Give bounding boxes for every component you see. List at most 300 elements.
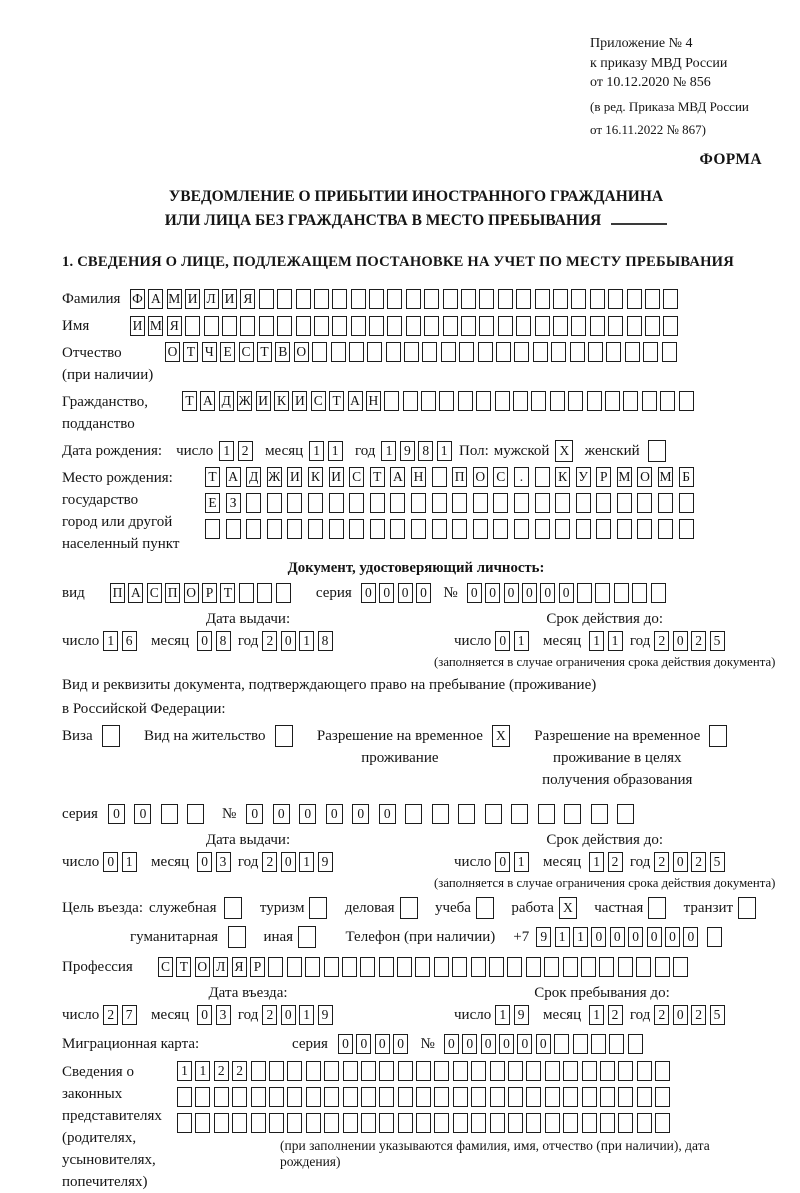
char-cell[interactable]	[535, 467, 550, 487]
char-cell[interactable]: 0	[495, 852, 510, 872]
char-cell[interactable]: Д	[219, 391, 234, 411]
char-cell[interactable]	[403, 391, 418, 411]
char-cell[interactable]	[296, 289, 311, 309]
char-cell[interactable]: 2	[654, 852, 669, 872]
char-cell[interactable]	[369, 289, 384, 309]
char-cell[interactable]	[324, 1113, 339, 1133]
char-cell[interactable]: 0	[481, 1034, 496, 1054]
char-cell[interactable]: 0	[197, 631, 212, 651]
char-cell[interactable]	[490, 1061, 505, 1081]
char-cell[interactable]: 0	[393, 1034, 408, 1054]
char-cell[interactable]	[452, 493, 467, 513]
char-cell[interactable]	[332, 289, 347, 309]
char-cell[interactable]	[453, 1113, 468, 1133]
char-cell[interactable]: 1	[437, 441, 452, 461]
char-cell[interactable]	[625, 342, 640, 362]
char-cell[interactable]: 2	[262, 631, 277, 651]
char-cell[interactable]: Р	[202, 583, 217, 603]
char-cell[interactable]	[195, 1087, 210, 1107]
char-cell[interactable]: К	[274, 391, 289, 411]
purpose-business-checkbox[interactable]	[400, 897, 421, 919]
char-cell[interactable]	[514, 493, 529, 513]
char-cell[interactable]: 1	[328, 441, 343, 461]
char-cell[interactable]	[367, 342, 382, 362]
char-cell[interactable]	[332, 316, 347, 336]
char-cell[interactable]: 9	[536, 927, 551, 947]
char-cell[interactable]	[287, 1061, 302, 1081]
char-cell[interactable]: 1	[299, 852, 314, 872]
char-cell[interactable]: 6	[122, 631, 137, 651]
char-cell[interactable]: 0	[197, 1005, 212, 1025]
char-cell[interactable]: А	[148, 289, 163, 309]
char-cell[interactable]	[516, 316, 531, 336]
char-cell[interactable]	[623, 391, 638, 411]
char-cell[interactable]	[555, 493, 570, 513]
mig-number-cells[interactable]	[444, 1034, 646, 1054]
char-cell[interactable]: З	[226, 493, 241, 513]
doc-issue-year-cells[interactable]	[262, 631, 336, 651]
char-cell[interactable]: Е	[220, 342, 235, 362]
purpose-official-checkbox[interactable]	[224, 897, 245, 919]
char-cell[interactable]: .	[514, 467, 529, 487]
char-cell[interactable]	[453, 1061, 468, 1081]
char-cell[interactable]	[398, 1087, 413, 1107]
char-cell[interactable]	[287, 519, 302, 539]
char-cell[interactable]	[296, 316, 311, 336]
surname-cells[interactable]	[130, 289, 682, 309]
char-cell[interactable]	[576, 519, 591, 539]
char-cell[interactable]	[306, 1113, 321, 1133]
char-cell[interactable]	[224, 897, 242, 919]
char-cell[interactable]	[553, 289, 568, 309]
char-cell[interactable]: Т	[183, 342, 198, 362]
char-cell[interactable]: 0	[379, 804, 396, 824]
char-cell[interactable]: 0	[647, 927, 662, 947]
char-cell[interactable]	[314, 289, 329, 309]
char-cell[interactable]	[526, 1113, 541, 1133]
char-cell[interactable]: 1	[299, 1005, 314, 1025]
char-cell[interactable]: 2	[691, 852, 706, 872]
stay-year-cells[interactable]	[654, 1005, 728, 1025]
char-cell[interactable]: 0	[673, 631, 688, 651]
char-cell[interactable]	[526, 1087, 541, 1107]
doc-valid-year-cells[interactable]	[654, 631, 728, 651]
char-cell[interactable]: X	[492, 725, 510, 747]
purpose-humanitarian-checkbox[interactable]	[228, 926, 249, 948]
patronymic-cells[interactable]	[165, 342, 680, 362]
char-cell[interactable]	[287, 1087, 302, 1107]
char-cell[interactable]: Т	[329, 391, 344, 411]
char-cell[interactable]	[496, 342, 511, 362]
char-cell[interactable]	[424, 289, 439, 309]
permit-valid-day-cells[interactable]	[495, 852, 532, 872]
char-cell[interactable]	[277, 316, 292, 336]
char-cell[interactable]: 0	[338, 1034, 353, 1054]
doctype-cells[interactable]	[110, 583, 294, 603]
char-cell[interactable]	[663, 316, 678, 336]
char-cell[interactable]	[508, 1061, 523, 1081]
char-cell[interactable]	[312, 342, 327, 362]
char-cell[interactable]: 0	[673, 852, 688, 872]
char-cell[interactable]: 1	[589, 631, 604, 651]
char-cell[interactable]: 2	[238, 441, 253, 461]
char-cell[interactable]	[228, 926, 246, 948]
char-cell[interactable]: У	[576, 467, 591, 487]
char-cell[interactable]: 2	[691, 631, 706, 651]
guardians-cells-row3[interactable]	[177, 1113, 770, 1133]
char-cell[interactable]	[545, 1087, 560, 1107]
char-cell[interactable]	[416, 1061, 431, 1081]
char-cell[interactable]	[240, 316, 255, 336]
char-cell[interactable]: 0	[673, 1005, 688, 1025]
char-cell[interactable]: Д	[246, 467, 261, 487]
char-cell[interactable]	[458, 804, 475, 824]
char-cell[interactable]	[452, 519, 467, 539]
char-cell[interactable]	[513, 391, 528, 411]
char-cell[interactable]: П	[110, 583, 125, 603]
char-cell[interactable]: 1	[514, 852, 529, 872]
char-cell[interactable]	[476, 897, 494, 919]
char-cell[interactable]	[384, 391, 399, 411]
char-cell[interactable]	[405, 804, 422, 824]
char-cell[interactable]	[102, 725, 120, 747]
temp-permit-checkbox[interactable]	[492, 725, 513, 747]
char-cell[interactable]	[658, 519, 673, 539]
char-cell[interactable]: 0	[485, 583, 500, 603]
char-cell[interactable]: 1	[103, 631, 118, 651]
char-cell[interactable]	[637, 1087, 652, 1107]
char-cell[interactable]	[257, 583, 272, 603]
char-cell[interactable]: 0	[281, 1005, 296, 1025]
char-cell[interactable]	[306, 1087, 321, 1107]
char-cell[interactable]: В	[275, 342, 290, 362]
char-cell[interactable]: 2	[608, 852, 623, 872]
char-cell[interactable]	[390, 519, 405, 539]
char-cell[interactable]	[550, 391, 565, 411]
char-cell[interactable]	[422, 342, 437, 362]
char-cell[interactable]: О	[195, 957, 210, 977]
char-cell[interactable]	[370, 493, 385, 513]
char-cell[interactable]	[205, 519, 220, 539]
char-cell[interactable]: 2	[214, 1061, 229, 1081]
char-cell[interactable]	[343, 1113, 358, 1133]
char-cell[interactable]: 8	[418, 441, 433, 461]
char-cell[interactable]	[214, 1113, 229, 1133]
char-cell[interactable]	[251, 1061, 266, 1081]
char-cell[interactable]	[287, 957, 302, 977]
char-cell[interactable]	[636, 957, 651, 977]
char-cell[interactable]	[287, 493, 302, 513]
char-cell[interactable]	[400, 897, 418, 919]
char-cell[interactable]	[411, 519, 426, 539]
char-cell[interactable]	[637, 519, 652, 539]
profession-cells[interactable]	[158, 957, 691, 977]
char-cell[interactable]: 1	[381, 441, 396, 461]
char-cell[interactable]	[617, 493, 632, 513]
char-cell[interactable]: П	[165, 583, 180, 603]
char-cell[interactable]: 0	[522, 583, 537, 603]
char-cell[interactable]	[544, 957, 559, 977]
doc-valid-day-cells[interactable]	[495, 631, 532, 651]
char-cell[interactable]: 5	[710, 852, 725, 872]
char-cell[interactable]	[246, 519, 261, 539]
char-cell[interactable]	[599, 957, 614, 977]
char-cell[interactable]	[637, 493, 652, 513]
char-cell[interactable]	[434, 1113, 449, 1133]
char-cell[interactable]: 1	[514, 631, 529, 651]
doc-valid-month-cells[interactable]	[589, 631, 626, 651]
char-cell[interactable]	[204, 316, 219, 336]
char-cell[interactable]	[452, 957, 467, 977]
char-cell[interactable]	[596, 493, 611, 513]
char-cell[interactable]	[535, 316, 550, 336]
char-cell[interactable]	[473, 493, 488, 513]
name-cells[interactable]	[130, 316, 682, 336]
char-cell[interactable]	[595, 583, 610, 603]
char-cell[interactable]	[596, 519, 611, 539]
char-cell[interactable]: А	[390, 467, 405, 487]
char-cell[interactable]: Р	[596, 467, 611, 487]
char-cell[interactable]	[471, 957, 486, 977]
char-cell[interactable]	[627, 316, 642, 336]
char-cell[interactable]: С	[147, 583, 162, 603]
char-cell[interactable]: Т	[176, 957, 191, 977]
char-cell[interactable]: 0	[398, 583, 413, 603]
char-cell[interactable]	[531, 391, 546, 411]
char-cell[interactable]	[618, 957, 633, 977]
char-cell[interactable]	[251, 1087, 266, 1107]
char-cell[interactable]	[269, 1113, 284, 1133]
char-cell[interactable]	[545, 1113, 560, 1133]
permit-series-cells[interactable]	[108, 804, 214, 824]
char-cell[interactable]: 2	[608, 1005, 623, 1025]
char-cell[interactable]	[571, 316, 586, 336]
char-cell[interactable]: 0	[356, 1034, 371, 1054]
char-cell[interactable]	[459, 342, 474, 362]
char-cell[interactable]	[606, 342, 621, 362]
char-cell[interactable]	[424, 316, 439, 336]
char-cell[interactable]	[627, 289, 642, 309]
char-cell[interactable]	[663, 289, 678, 309]
char-cell[interactable]	[582, 1113, 597, 1133]
char-cell[interactable]: 9	[514, 1005, 529, 1025]
char-cell[interactable]	[349, 519, 364, 539]
char-cell[interactable]	[563, 1061, 578, 1081]
char-cell[interactable]	[308, 493, 323, 513]
char-cell[interactable]: 1	[177, 1061, 192, 1081]
char-cell[interactable]	[533, 342, 548, 362]
char-cell[interactable]	[232, 1113, 247, 1133]
char-cell[interactable]	[434, 1061, 449, 1081]
char-cell[interactable]	[432, 493, 447, 513]
char-cell[interactable]	[658, 493, 673, 513]
char-cell[interactable]	[398, 1113, 413, 1133]
char-cell[interactable]: И	[329, 467, 344, 487]
char-cell[interactable]	[441, 342, 456, 362]
char-cell[interactable]: 5	[710, 1005, 725, 1025]
birthplace-cells-row3[interactable]	[205, 519, 699, 539]
char-cell[interactable]	[526, 1061, 541, 1081]
char-cell[interactable]: 0	[246, 804, 263, 824]
char-cell[interactable]: 0	[462, 1034, 477, 1054]
char-cell[interactable]	[416, 1087, 431, 1107]
purpose-transit-checkbox[interactable]	[738, 897, 759, 919]
char-cell[interactable]	[351, 289, 366, 309]
char-cell[interactable]	[369, 316, 384, 336]
char-cell[interactable]	[185, 316, 200, 336]
char-cell[interactable]	[490, 1113, 505, 1133]
char-cell[interactable]: 8	[318, 631, 333, 651]
phone-extra-cell[interactable]	[707, 927, 725, 947]
char-cell[interactable]	[232, 1087, 247, 1107]
char-cell[interactable]	[485, 804, 502, 824]
char-cell[interactable]: 0	[499, 1034, 514, 1054]
char-cell[interactable]	[161, 804, 178, 824]
char-cell[interactable]: 2	[262, 852, 277, 872]
char-cell[interactable]	[608, 289, 623, 309]
char-cell[interactable]	[308, 519, 323, 539]
char-cell[interactable]: 1	[589, 1005, 604, 1025]
char-cell[interactable]: О	[165, 342, 180, 362]
char-cell[interactable]	[387, 316, 402, 336]
char-cell[interactable]: 0	[665, 927, 680, 947]
permit-issue-year-cells[interactable]	[262, 852, 336, 872]
char-cell[interactable]: 1	[495, 1005, 510, 1025]
char-cell[interactable]: 0	[103, 852, 118, 872]
purpose-tourism-checkbox[interactable]	[309, 897, 330, 919]
char-cell[interactable]	[379, 1087, 394, 1107]
char-cell[interactable]: С	[311, 391, 326, 411]
stay-month-cells[interactable]	[589, 1005, 626, 1025]
char-cell[interactable]: 0	[628, 927, 643, 947]
char-cell[interactable]: 0	[299, 804, 316, 824]
char-cell[interactable]	[269, 1087, 284, 1107]
permit-valid-year-cells[interactable]	[654, 852, 728, 872]
char-cell[interactable]	[590, 316, 605, 336]
char-cell[interactable]: 0	[379, 583, 394, 603]
residence-permit-checkbox[interactable]	[275, 725, 296, 747]
char-cell[interactable]	[473, 519, 488, 539]
char-cell[interactable]	[461, 289, 476, 309]
char-cell[interactable]: А	[128, 583, 143, 603]
char-cell[interactable]	[404, 342, 419, 362]
purpose-private-checkbox[interactable]	[648, 897, 669, 919]
char-cell[interactable]	[476, 391, 491, 411]
char-cell[interactable]	[493, 519, 508, 539]
char-cell[interactable]: Б	[679, 467, 694, 487]
char-cell[interactable]: А	[200, 391, 215, 411]
char-cell[interactable]	[343, 1061, 358, 1081]
char-cell[interactable]	[177, 1113, 192, 1133]
phone-cells[interactable]	[536, 927, 702, 947]
char-cell[interactable]	[573, 1034, 588, 1054]
char-cell[interactable]: 0	[467, 583, 482, 603]
char-cell[interactable]	[443, 289, 458, 309]
char-cell[interactable]	[655, 1087, 670, 1107]
permit-issue-month-cells[interactable]	[197, 852, 234, 872]
char-cell[interactable]: 2	[103, 1005, 118, 1025]
char-cell[interactable]	[267, 493, 282, 513]
char-cell[interactable]	[600, 1113, 615, 1133]
char-cell[interactable]	[563, 1087, 578, 1107]
char-cell[interactable]	[535, 519, 550, 539]
char-cell[interactable]	[416, 1113, 431, 1133]
char-cell[interactable]	[434, 957, 449, 977]
char-cell[interactable]	[349, 342, 364, 362]
char-cell[interactable]: Ф	[130, 289, 145, 309]
char-cell[interactable]	[637, 1061, 652, 1081]
char-cell[interactable]	[538, 804, 555, 824]
char-cell[interactable]	[591, 804, 608, 824]
doc-series-cells[interactable]	[361, 583, 435, 603]
char-cell[interactable]	[246, 493, 261, 513]
char-cell[interactable]	[555, 519, 570, 539]
char-cell[interactable]	[587, 391, 602, 411]
char-cell[interactable]	[600, 1061, 615, 1081]
char-cell[interactable]	[673, 957, 688, 977]
char-cell[interactable]	[495, 391, 510, 411]
visa-checkbox[interactable]	[102, 725, 123, 747]
char-cell[interactable]	[535, 493, 550, 513]
char-cell[interactable]	[275, 725, 293, 747]
char-cell[interactable]: X	[555, 440, 573, 462]
char-cell[interactable]: 3	[216, 1005, 231, 1025]
char-cell[interactable]: 0	[281, 852, 296, 872]
char-cell[interactable]	[471, 1113, 486, 1133]
char-cell[interactable]	[379, 1113, 394, 1133]
char-cell[interactable]: А	[226, 467, 241, 487]
char-cell[interactable]	[342, 957, 357, 977]
permit-issue-day-cells[interactable]	[103, 852, 140, 872]
char-cell[interactable]	[563, 957, 578, 977]
char-cell[interactable]	[637, 1113, 652, 1133]
entry-month-cells[interactable]	[197, 1005, 234, 1025]
char-cell[interactable]: Я	[232, 957, 247, 977]
char-cell[interactable]	[511, 804, 528, 824]
char-cell[interactable]	[287, 1113, 302, 1133]
char-cell[interactable]: Т	[182, 391, 197, 411]
char-cell[interactable]	[267, 519, 282, 539]
char-cell[interactable]	[617, 804, 634, 824]
char-cell[interactable]	[581, 957, 596, 977]
char-cell[interactable]	[432, 804, 449, 824]
char-cell[interactable]	[514, 519, 529, 539]
char-cell[interactable]	[618, 1113, 633, 1133]
char-cell[interactable]	[239, 583, 254, 603]
char-cell[interactable]	[443, 316, 458, 336]
char-cell[interactable]	[618, 1061, 633, 1081]
char-cell[interactable]	[632, 583, 647, 603]
char-cell[interactable]: 2	[691, 1005, 706, 1025]
permit-valid-month-cells[interactable]	[589, 852, 626, 872]
char-cell[interactable]	[471, 1087, 486, 1107]
char-cell[interactable]	[493, 493, 508, 513]
char-cell[interactable]: 1	[608, 631, 623, 651]
char-cell[interactable]	[707, 927, 722, 947]
char-cell[interactable]	[397, 957, 412, 977]
char-cell[interactable]	[577, 583, 592, 603]
char-cell[interactable]	[498, 289, 513, 309]
char-cell[interactable]: 1	[573, 927, 588, 947]
char-cell[interactable]: 0	[375, 1034, 390, 1054]
char-cell[interactable]: Р	[250, 957, 265, 977]
char-cell[interactable]	[259, 316, 274, 336]
char-cell[interactable]: К	[555, 467, 570, 487]
char-cell[interactable]: 5	[710, 631, 725, 651]
char-cell[interactable]	[568, 391, 583, 411]
char-cell[interactable]	[553, 316, 568, 336]
purpose-work-checkbox[interactable]	[559, 897, 580, 919]
